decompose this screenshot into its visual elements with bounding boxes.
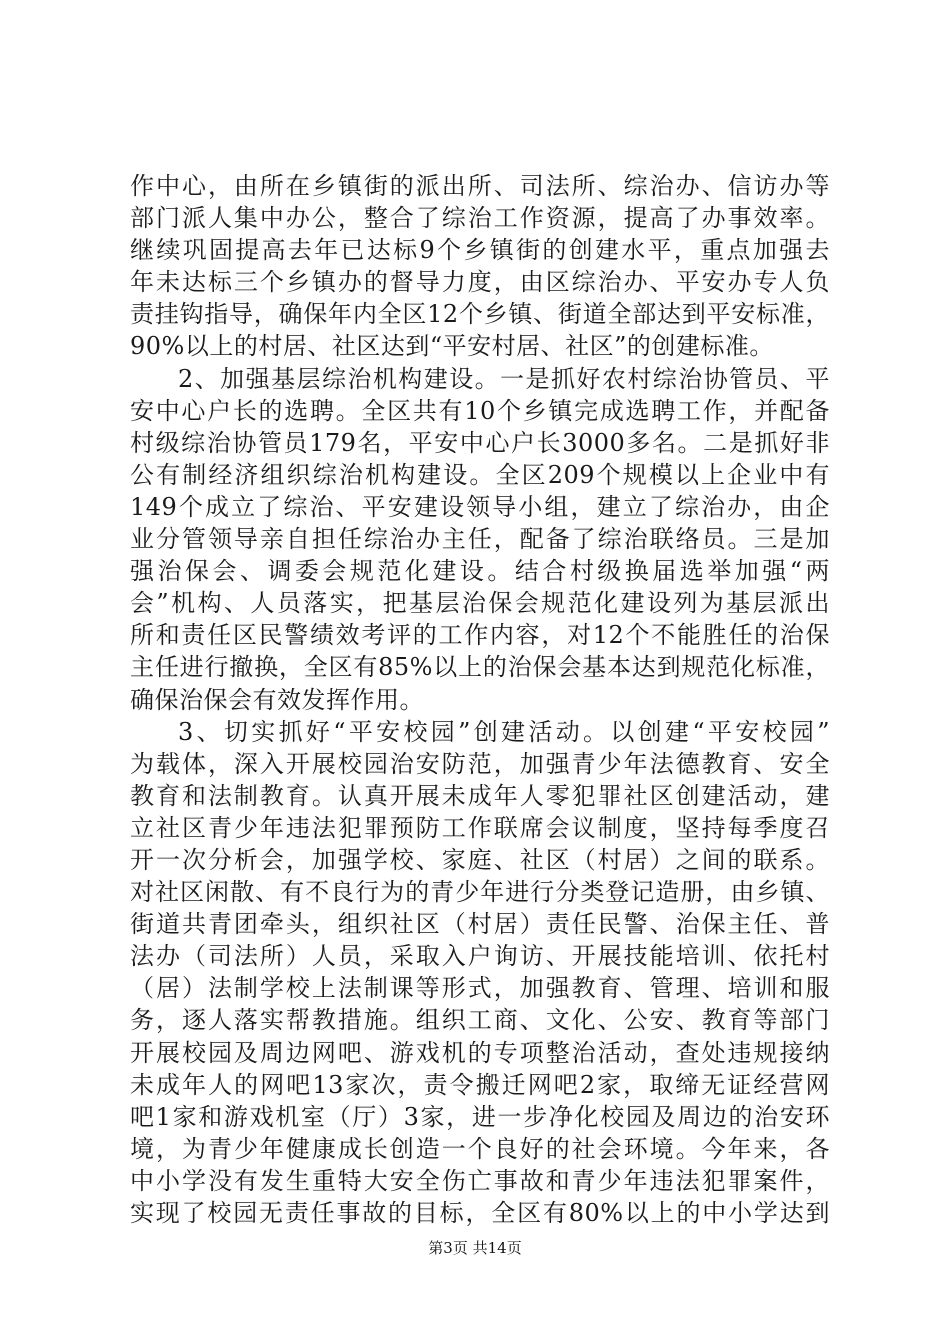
paragraph-start: 3、切实抓好“平安校园”创建活动。以创建“平安校园” [178, 717, 830, 746]
text-line: 开展校园及周边网吧、游戏机的专项整治活动，查处违规接纳 [130, 1038, 830, 1067]
text-line: 公有制经济组织综治机构建设。全区209个规模以上企业中有 [130, 460, 830, 489]
text-line: 吧1家和游戏机室（厅）3家，进一步净化校园及周边的治安环 [130, 1102, 830, 1131]
text-line: 对社区闲散、有不良行为的青少年进行分类登记造册，由乡镇、 [130, 878, 830, 907]
text-line: 村级综治协管员179名，平安中心户长3000多名。二是抓好非 [130, 428, 830, 457]
text-line: 安中心户长的选聘。全区共有10个乡镇完成选聘工作，并配备 [130, 396, 830, 425]
document-body [130, 170, 830, 1229]
text-line: 法办（司法所）人员，采取入户询访、开展技能培训、依托村 [130, 942, 830, 971]
text-line: 继续巩固提高去年已达标9个乡镇街的创建水平，重点加强去 [130, 236, 830, 265]
page-footer: 第3页 共14页 [428, 1239, 522, 1257]
text-line: 主任进行撤换，全区有85%以上的治保会基本达到规范化标准， [130, 653, 830, 682]
text-line: 责挂钩指导，确保年内全区12个乡镇、街道全部达到平安标准， [130, 300, 830, 329]
text-line: 部门派人集中办公，整合了综治工作资源，提高了办事效率。 [130, 204, 830, 233]
text-line: 境，为青少年健康成长创造一个良好的社会环境。今年来，各 [130, 1134, 830, 1163]
text-line: 强治保会、调委会规范化建设。结合村级换届选举加强“两 [130, 557, 830, 586]
text-line: 教育和法制教育。认真开展未成年人零犯罪社区创建活动，建 [130, 781, 830, 810]
paragraph-start: 2、加强基层综治机构建设。一是抓好农村综治协管员、平 [178, 364, 830, 393]
text-line: 中小学没有发生重特大安全伤亡事故和青少年违法犯罪案件， [130, 1166, 830, 1195]
text-line: 实现了校园无责任事故的目标，全区有80%以上的中小学达到 [130, 1199, 830, 1227]
text-line: 为载体，深入开展校园治安防范，加强青少年法德教育、安全 [130, 749, 830, 778]
text-line: 作中心，由所在乡镇街的派出所、司法所、综治办、信访办等 [130, 172, 830, 200]
text-line: 确保治保会有效发挥作用。 [130, 685, 424, 714]
text-line: 立社区青少年违法犯罪预防工作联席会议制度，坚持每季度召 [130, 813, 830, 842]
text-line: （居）法制学校上法制课等形式，加强教育、管理、培训和服 [130, 974, 830, 1003]
text-line: 业分管领导亲自担任综治办主任，配备了综治联络员。三是加 [130, 525, 830, 554]
text-line: 90%以上的村居、社区达到“平安村居、社区”的创建标准。 [130, 332, 774, 361]
text-line: 会”机构、人员落实，把基层治保会规范化建设列为基层派出 [130, 589, 830, 618]
text-line: 149个成立了综治、平安建设领导小组，建立了综治办，由企 [130, 492, 830, 521]
text-line: 务，逐人落实帮教措施。组织工商、文化、公安、教育等部门 [130, 1006, 830, 1035]
text-line: 开一次分析会，加强学校、家庭、社区（村居）之间的联系。 [130, 845, 830, 874]
text-line: 街道共青团牵头，组织社区（村居）责任民警、治保主任、普 [130, 910, 830, 939]
text-line: 所和责任区民警绩效考评的工作内容，对12个不能胜任的治保 [130, 621, 830, 650]
text-line: 年未达标三个乡镇办的督导力度，由区综治办、平安办专人负 [130, 268, 830, 297]
text-line: 未成年人的网吧13家次，责令搬迁网吧2家，取缔无证经营网 [130, 1070, 830, 1099]
